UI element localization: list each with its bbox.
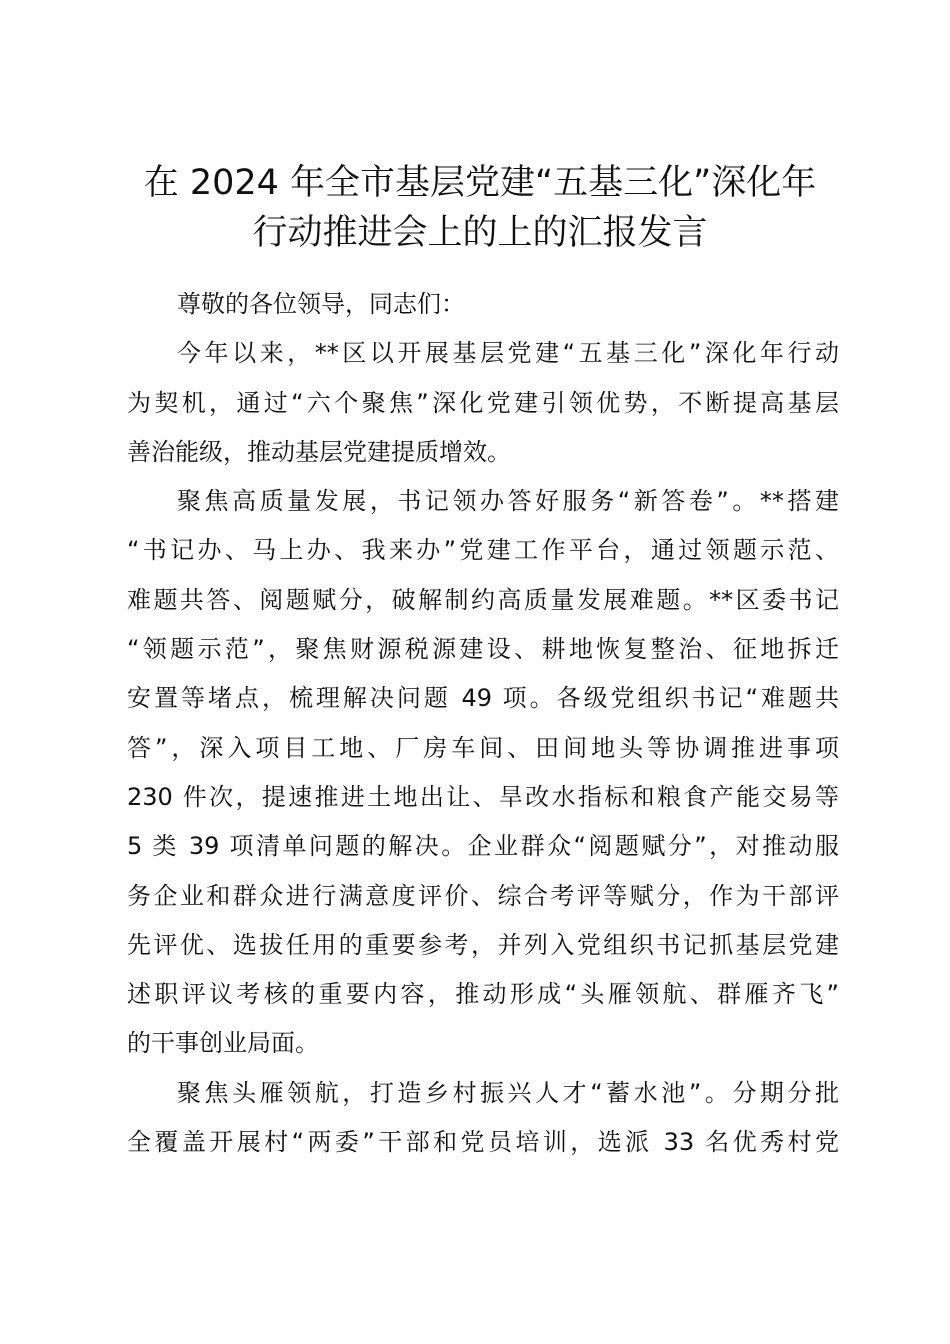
text-line: 230 件次，提速推进土地出让、旱改水指标和粮食产能交易等: [127, 782, 839, 811]
text-line: 为契机，通过“六个聚焦”深化党建引领优势，不断提高基层: [127, 388, 839, 417]
text-line: 的干事创业局面。: [127, 1029, 319, 1058]
text-line: 聚焦头雁领航，打造乡村振兴人才“蓄水池”。分期分批: [177, 1078, 839, 1107]
text-line: 今年以来，**区以开展基层党建“五基三化”深化年行动: [177, 339, 839, 368]
text-line: “领题示范”，聚焦财源税源建设、耕地恢复整治、征地拆迁: [127, 635, 839, 664]
document-title-line-1: 在 2024 年全市基层党建“五基三化”深化年: [143, 163, 817, 203]
text-line: 务企业和群众进行满意度评价、综合考评等赋分，作为干部评: [127, 881, 839, 910]
text-line: 5 类 39 项清单问题的解决。企业群众“阅题赋分”，对推动服: [127, 832, 839, 861]
text-line: 聚焦高质量发展，书记领办答好服务“新答卷”。**搭建: [177, 487, 839, 516]
text-line: 安置等堵点，梳理解决问题 49 项。各级党组织书记“难题共: [127, 684, 839, 713]
intro-paragraph: [127, 329, 839, 477]
text-line: 善治能级，推动基层党建提质增效。: [127, 437, 511, 466]
text-line: 难题共答、阅题赋分，破解制约高质量发展难题。**区委书记: [127, 585, 839, 614]
salutation-paragraph: [127, 280, 839, 329]
talent-pool-paragraph: [127, 1069, 839, 1168]
high-quality-development-paragraph: [127, 477, 839, 1069]
text-line: 全覆盖开展村“两委”干部和党员培训，选派 33 名优秀村党: [127, 1128, 839, 1157]
text-line: 尊敬的各位领导，同志们：: [177, 290, 465, 318]
document-title-line-2: 行动推进会上的上的汇报发言: [252, 213, 708, 253]
text-line: 先评优、选拔任用的重要参考，并列入党组织书记抓基层党建: [127, 930, 839, 959]
document-body: [127, 280, 839, 1167]
text-line: “书记办、马上办、我来办”党建工作平台，通过领题示范、: [127, 536, 839, 565]
text-line: 述职评议考核的重要内容，推动形成“头雁领航、群雁齐飞”: [127, 980, 839, 1009]
text-line: 答”，深入项目工地、厂房车间、田间地头等协调推进事项: [127, 733, 839, 762]
